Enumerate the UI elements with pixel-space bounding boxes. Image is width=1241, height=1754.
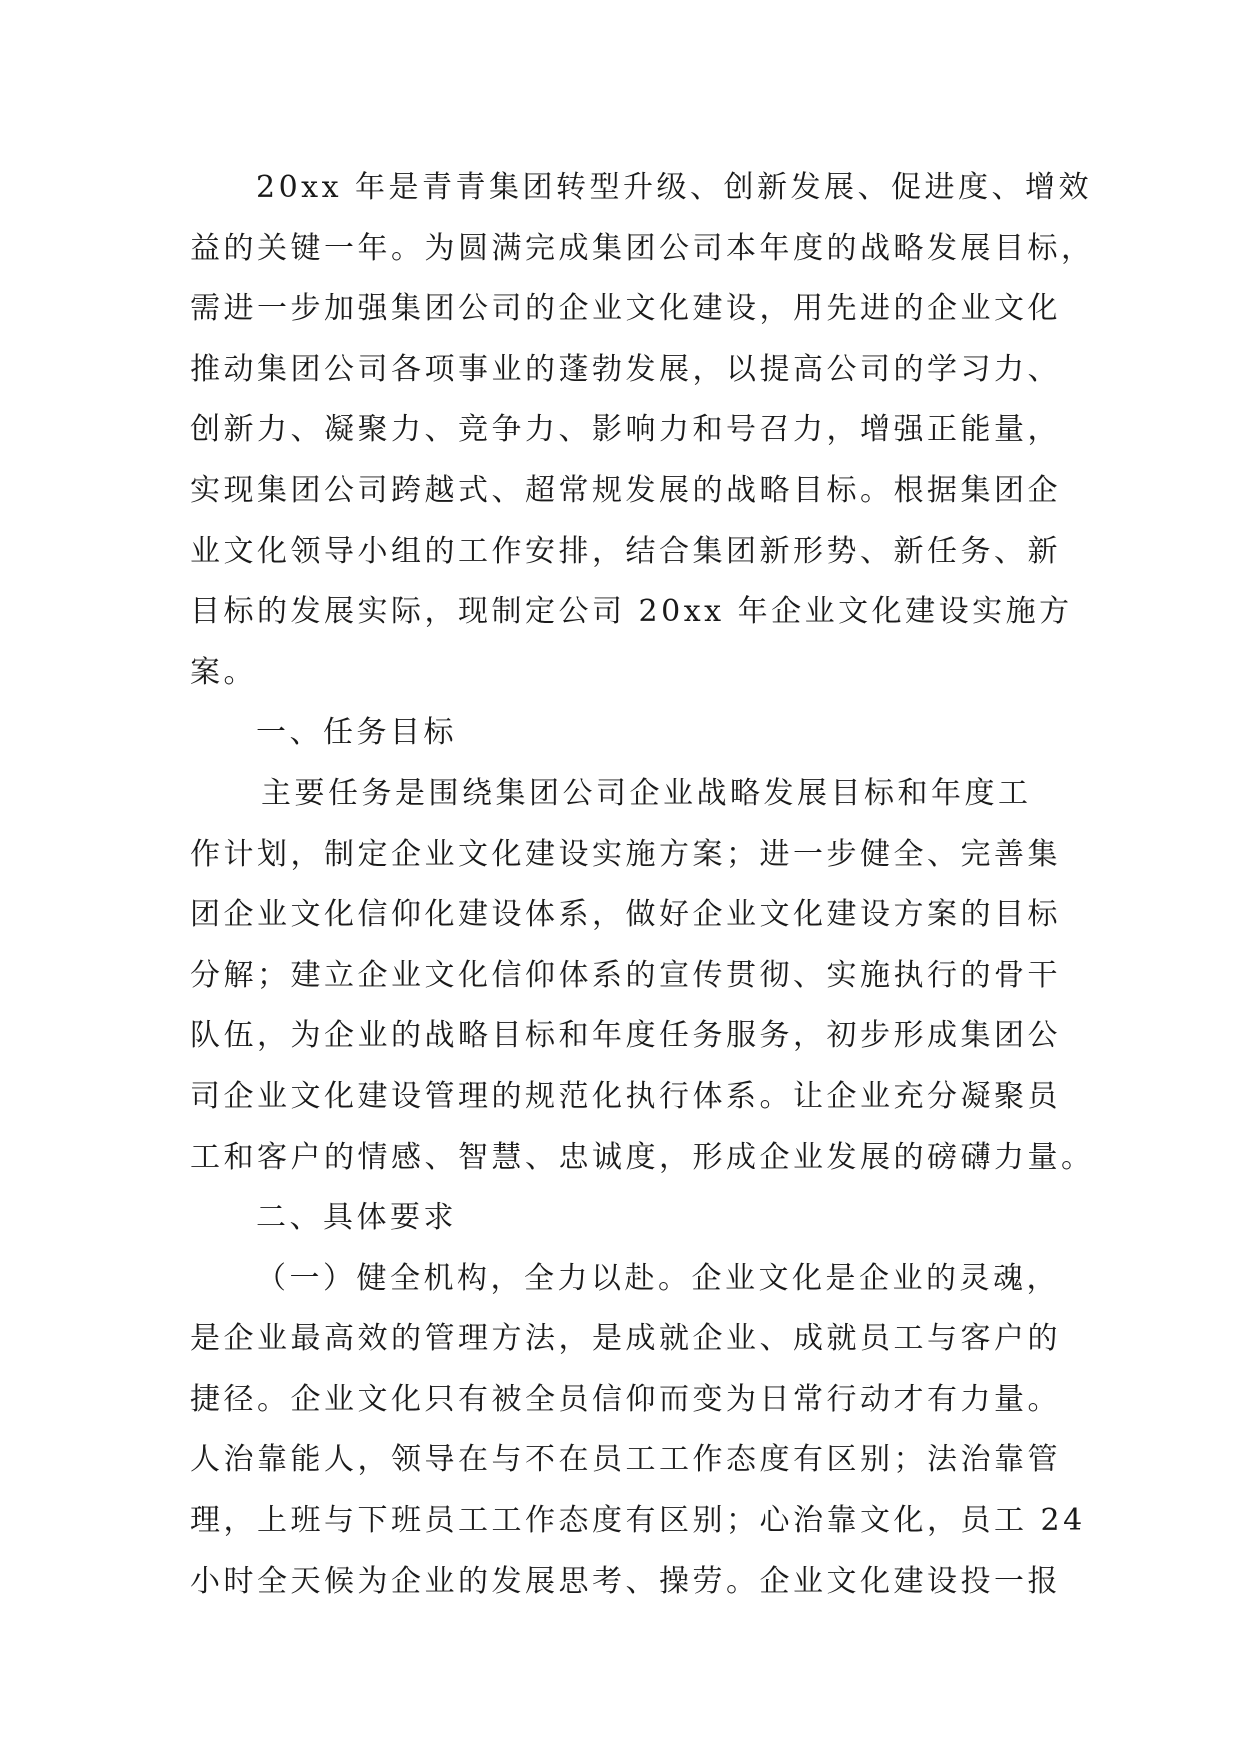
- paragraph-2-line-6: 司企业文化建设管理的规范化执行体系。让企业充分凝聚员: [190, 1078, 1061, 1114]
- paragraph-1-line-7: 业文化领导小组的工作安排，结合集团新形势、新任务、新: [190, 533, 1061, 569]
- paragraph-3-line-1: （一）健全机构，全力以赴。企业文化是企业的灵魂，: [256, 1260, 1060, 1296]
- paragraph-2-line-3: 团企业文化信仰化建设体系，做好企业文化建设方案的目标: [190, 897, 1061, 933]
- document-body: [190, 158, 1095, 1612]
- paragraph-1-line-2: 益的关键一年。为圆满完成集团公司本年度的战略发展目标，: [190, 230, 1095, 266]
- paragraph-1-line-4: 推动集团公司各项事业的蓬勃发展，以提高公司的学习力、: [190, 351, 1061, 387]
- paragraph-1-line-3: 需进一步加强集团公司的企业文化建设，用先进的企业文化: [190, 291, 1061, 327]
- paragraph-3-line-3: 捷径。企业文化只有被全员信仰而变为日常行动才有力量。: [190, 1381, 1061, 1417]
- paragraph-3-line-6: 小时全天候为企业的发展思考、操劳。企业文化建设投一报: [190, 1563, 1061, 1599]
- paragraph-3-line-5: 理，上班与下班员工工作态度有区别；心治靠文化，员工 24: [190, 1503, 1086, 1539]
- paragraph-2-line-2: 作计划，制定企业文化建设实施方案；进一步健全、完善集: [190, 836, 1061, 872]
- paragraph-2-line-1: 主要任务是围绕集团公司企业战略发展目标和年度工: [261, 775, 1032, 811]
- paragraph-1-line-1: 20xx 年是青青集团转型升级、创新发展、促进度、增效: [256, 170, 1093, 205]
- paragraph-2-line-4: 分解；建立企业文化信仰体系的宣传贯彻、实施执行的骨干: [190, 957, 1061, 993]
- paragraph-3-line-4: 人治靠能人，领导在与不在员工工作态度有区别；法治靠管: [190, 1442, 1061, 1478]
- paragraph-1-line-9: 案。: [190, 654, 257, 690]
- section-heading-requirements: 二、具体要求: [256, 1200, 457, 1236]
- paragraph-1-line-5: 创新力、凝聚力、竞争力、影响力和号召力，增强正能量，: [190, 412, 1061, 448]
- paragraph-2-line-7: 工和客户的情感、智慧、忠诚度，形成企业发展的磅礴力量。: [190, 1139, 1095, 1175]
- paragraph-3-line-2: 是企业最高效的管理方法，是成就企业、成就员工与客户的: [190, 1321, 1061, 1357]
- section-heading-task-goals: 一、任务目标: [256, 715, 457, 751]
- paragraph-2-line-5: 队伍，为企业的战略目标和年度任务服务，初步形成集团公: [190, 1018, 1061, 1054]
- paragraph-1-line-8: 目标的发展实际，现制定公司 20xx 年企业文化建设实施方: [190, 594, 1073, 630]
- paragraph-1-line-6: 实现集团公司跨越式、超常规发展的战略目标。根据集团企: [190, 472, 1061, 508]
